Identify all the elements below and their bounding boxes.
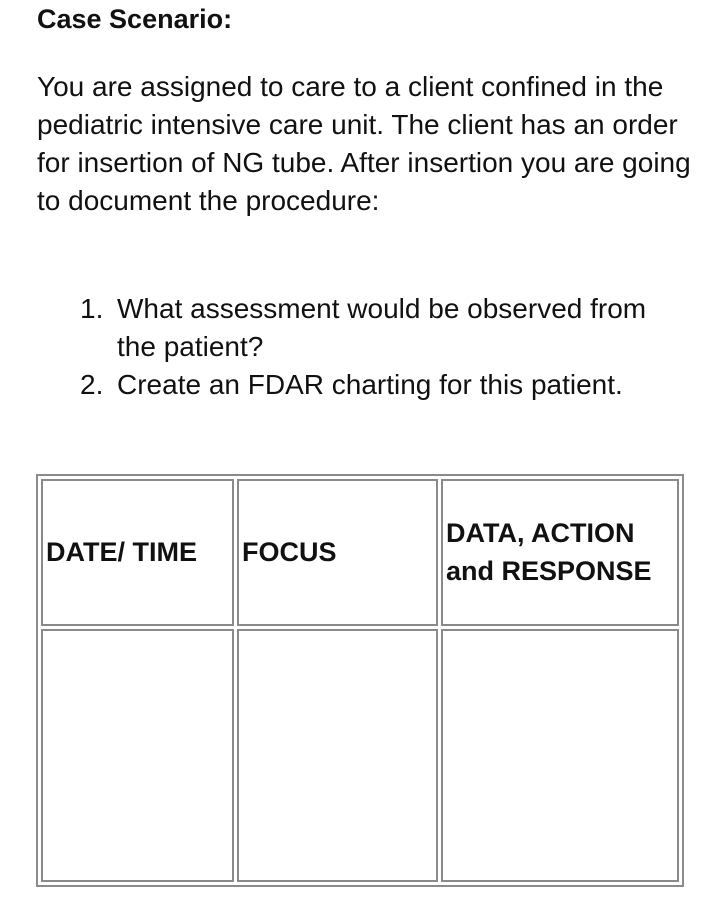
- questions-list: [80, 290, 680, 404]
- cell-data-action-response: [441, 629, 679, 882]
- question-number: 2.: [80, 369, 104, 400]
- question-item: [80, 290, 680, 366]
- scenario-paragraph: You are assigned to care to a client confined in the pediatric intensive care unit. The client has an order for insertion of NG tube. After insertion you are going to document the procedure:: [37, 71, 691, 216]
- question-number: 1.: [80, 293, 104, 324]
- fdar-charting-table: [36, 474, 684, 887]
- cell-date-time: [41, 629, 234, 882]
- header-focus: FOCUS: [237, 479, 438, 626]
- header-date-time: DATE/ TIME: [41, 479, 234, 626]
- header-data-action-response: DATA, ACTION and RESPONSE: [441, 479, 679, 626]
- question-text: Create an FDAR charting for this patient.: [117, 369, 623, 400]
- question-item: [80, 366, 680, 404]
- cell-focus: [237, 629, 438, 882]
- table-header-row: [41, 479, 679, 626]
- question-text: What assessment would be observed from the patient?: [117, 293, 647, 362]
- case-scenario-heading: Case Scenario:: [37, 4, 233, 34]
- table-row: [41, 629, 679, 882]
